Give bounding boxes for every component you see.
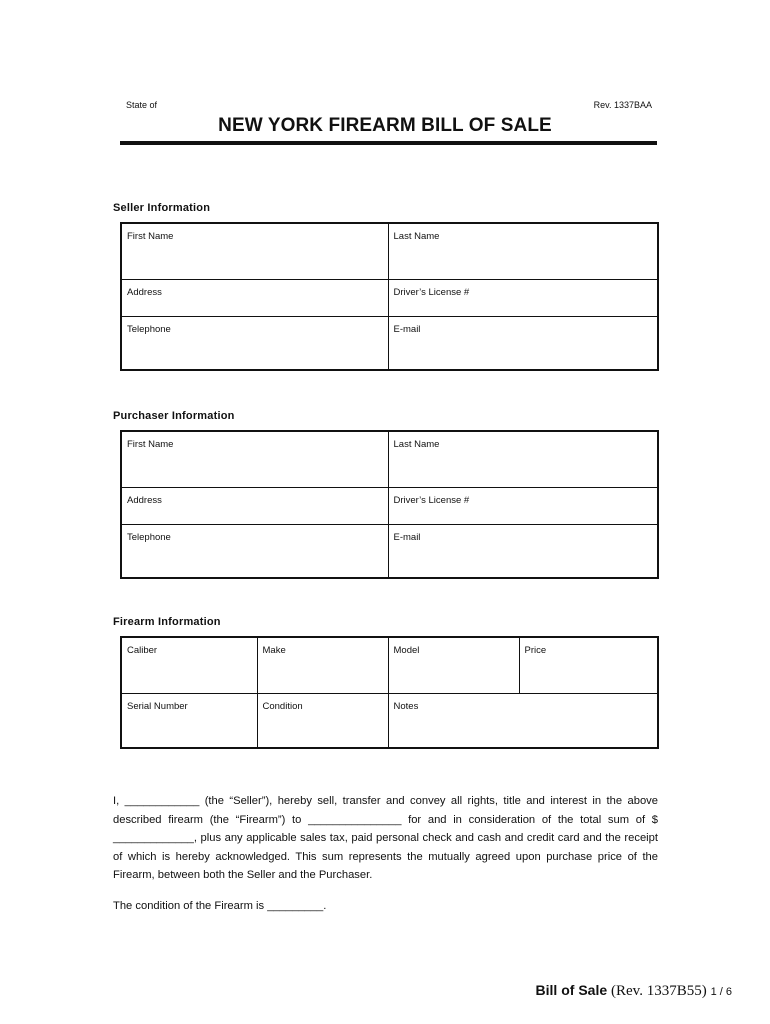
seller-first-name-field[interactable] [121, 223, 388, 279]
seller-last-name-field[interactable] [388, 223, 658, 279]
seller-section-heading: Seller Information [113, 202, 211, 214]
seller-telephone-label: Telephone [127, 323, 171, 335]
purchaser-email-label: E-mail [393, 531, 421, 543]
purchaser-drivers-license-field[interactable] [388, 487, 658, 524]
firearm-model-field[interactable] [388, 637, 519, 693]
seller-last-name-label: Last Name [393, 231, 440, 242]
firearm-serial-number-label: Serial Number [127, 700, 188, 712]
firearm-caliber-field[interactable] [121, 637, 257, 693]
sale-statement-paragraph: I, ____________ (the “Seller”), hereby sell, transfer and convey all rights, title and interest in the above described firearm (the “Firearm”) to _______________ for and in consideration of the total sum of $ _____________, plus any applicable sales tax, paid personal check and cash and credit card and the receipt of which is hereby acknowledged. This sum represents the mutually agreed upon purchase price of the Firearm, between both the Seller and the Purchaser. [113, 795, 658, 881]
firearm-serial-number-field[interactable] [121, 693, 257, 748]
purchaser-last-name-label: Last Name [393, 439, 440, 450]
seller-drivers-license-field[interactable] [388, 279, 658, 316]
firearm-notes-field[interactable] [388, 693, 658, 748]
firearm-condition-field[interactable] [257, 693, 388, 748]
state-of-label: State of [126, 100, 158, 110]
purchaser-drivers-license-label: Driver’s License # [393, 494, 470, 506]
purchaser-first-name-field[interactable] [121, 431, 388, 487]
firearm-price-label: Price [524, 645, 547, 656]
footer-revision: (Rev. 1337B55) [611, 983, 707, 999]
firearm-model-label: Model [393, 645, 420, 656]
revision-label: Rev. 1337BAA [593, 100, 652, 110]
seller-info-table [120, 222, 659, 371]
firearm-make-label: Make [262, 645, 286, 656]
condition-statement: The condition of the Firearm is _________. [113, 900, 327, 912]
firearm-section-heading: Firearm Information [113, 616, 221, 628]
seller-telephone-field[interactable] [121, 316, 388, 370]
seller-email-label: E-mail [393, 323, 421, 335]
page-title: NEW YORK FIREARM BILL OF SALE [218, 115, 552, 136]
purchaser-telephone-label: Telephone [127, 531, 171, 543]
seller-first-name-label: First Name [127, 231, 174, 242]
purchaser-address-label: Address [127, 494, 162, 506]
page-footer [536, 982, 732, 1000]
purchaser-first-name-label: First Name [127, 439, 174, 450]
firearm-price-field[interactable] [519, 637, 658, 693]
title-divider [120, 141, 657, 145]
seller-email-field[interactable] [388, 316, 658, 370]
firearm-notes-label: Notes [393, 700, 419, 712]
firearm-condition-label: Condition [262, 700, 303, 712]
purchaser-address-field[interactable] [121, 487, 388, 524]
seller-address-field[interactable] [121, 279, 388, 316]
seller-address-label: Address [127, 286, 162, 298]
footer-page-number: 1 / 6 [710, 986, 732, 998]
purchaser-telephone-field[interactable] [121, 524, 388, 578]
purchaser-section-heading: Purchaser Information [113, 410, 235, 422]
firearm-info-table [120, 636, 659, 749]
footer-doc-label: Bill of Sale [535, 982, 608, 998]
firearm-make-field[interactable] [257, 637, 388, 693]
purchaser-info-table [120, 430, 659, 579]
seller-drivers-license-label: Driver’s License # [393, 286, 470, 298]
purchaser-email-field[interactable] [388, 524, 658, 578]
firearm-caliber-label: Caliber [127, 645, 158, 656]
purchaser-last-name-field[interactable] [388, 431, 658, 487]
